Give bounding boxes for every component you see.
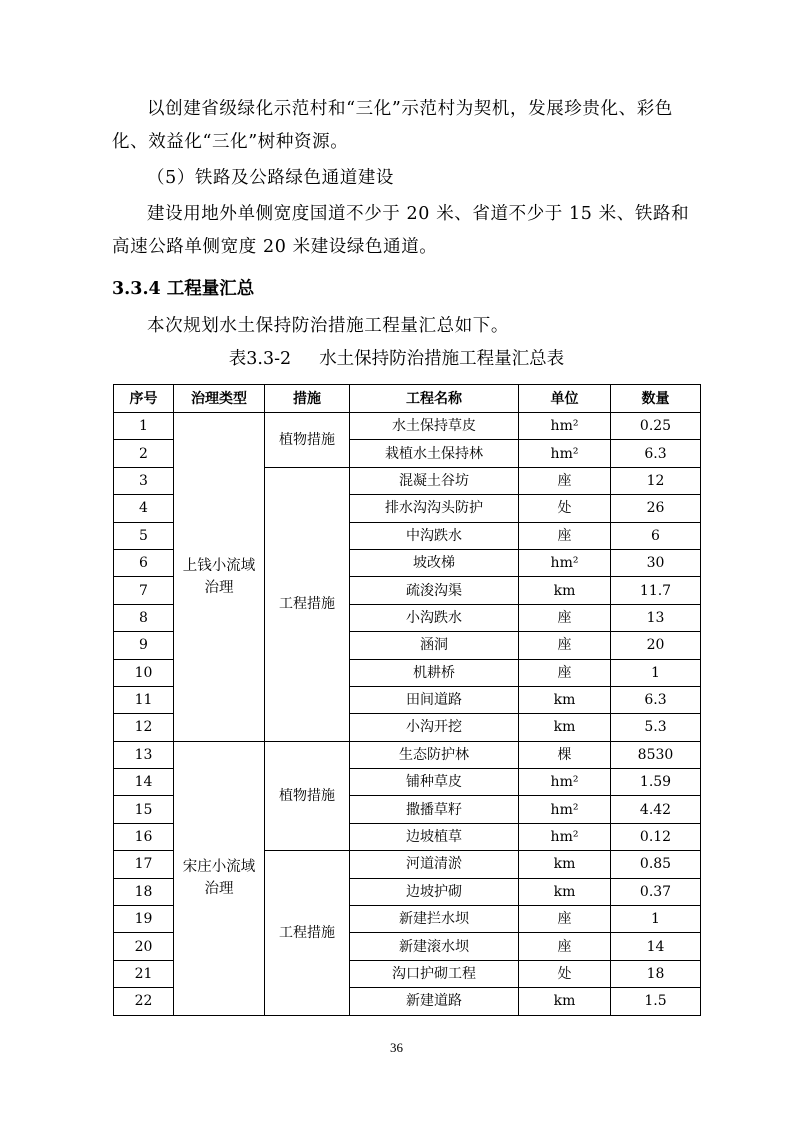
cell-seq: 3 xyxy=(114,467,174,494)
cell-seq: 9 xyxy=(114,632,174,659)
cell-unit: 座 xyxy=(519,467,611,494)
cell-name: 田间道路 xyxy=(350,686,519,713)
cell-seq: 1 xyxy=(114,413,174,440)
cell-name: 小沟跌水 xyxy=(350,604,519,631)
cell-name: 机耕桥 xyxy=(350,659,519,686)
cell-unit: 座 xyxy=(519,659,611,686)
cell-unit: hm² xyxy=(519,823,611,850)
cell-unit: km xyxy=(519,878,611,905)
page-number: 36 xyxy=(390,1040,403,1055)
cell-quantity: 4.42 xyxy=(611,796,701,823)
cell-measure: 工程措施 xyxy=(265,467,350,741)
cell-quantity: 18 xyxy=(611,960,701,987)
cell-seq: 12 xyxy=(114,714,174,741)
area-label-line2: 治理 xyxy=(204,579,234,596)
cell-unit: 棵 xyxy=(519,741,611,768)
cell-quantity: 1 xyxy=(611,659,701,686)
cell-quantity: 30 xyxy=(611,549,701,576)
cell-seq: 6 xyxy=(114,549,174,576)
area-label-line2: 治理 xyxy=(204,881,234,898)
header-unit: 单位 xyxy=(519,385,611,413)
cell-unit: km xyxy=(519,577,611,604)
cell-area-type xyxy=(174,741,265,1015)
cell-name: 新建滚水坝 xyxy=(350,933,519,960)
cell-name: 沟口护砌工程 xyxy=(350,960,519,987)
cell-name: 生态防护林 xyxy=(350,741,519,768)
paragraph-line: 建设用地外单侧宽度国道不少于 20 米、省道不少于 15 米、铁路和 xyxy=(147,204,690,224)
cell-quantity: 20 xyxy=(611,632,701,659)
cell-quantity: 1.5 xyxy=(611,988,701,1015)
area-label-line1: 上钱小流域 xyxy=(182,557,256,574)
cell-name: 水土保持草皮 xyxy=(350,413,519,440)
header-name: 工程名称 xyxy=(350,385,519,413)
cell-seq: 19 xyxy=(114,906,174,933)
cell-unit: hm² xyxy=(519,549,611,576)
cell-seq: 16 xyxy=(114,823,174,850)
cell-seq: 7 xyxy=(114,577,174,604)
cell-unit: 座 xyxy=(519,522,611,549)
cell-area-type xyxy=(174,413,265,742)
paragraph-line: 以创建省级绿化示范村和“三化”示范村为契机，发展珍贵化、彩色 xyxy=(147,99,673,119)
cell-seq: 4 xyxy=(114,495,174,522)
area-label-line1: 宋庄小流域 xyxy=(182,859,256,876)
cell-name: 坡改梯 xyxy=(350,549,519,576)
cell-seq: 8 xyxy=(114,604,174,631)
cell-measure: 植物措施 xyxy=(265,741,350,851)
table-row xyxy=(114,741,701,768)
cell-name: 边坡植草 xyxy=(350,823,519,850)
section-intro: 本次规划水土保持防治措施工程量汇总如下。 xyxy=(147,316,509,336)
table-caption-title: 水土保持防治措施工程量汇总表 xyxy=(319,349,565,369)
list-item-heading: （5）铁路及公路绿色通道建设 xyxy=(147,168,395,188)
cell-name: 涵洞 xyxy=(350,632,519,659)
cell-seq: 20 xyxy=(114,933,174,960)
cell-name: 排水沟沟头防护 xyxy=(350,495,519,522)
header-quantity: 数量 xyxy=(611,385,701,413)
cell-quantity: 12 xyxy=(611,467,701,494)
cell-unit: km xyxy=(519,686,611,713)
header-area-type: 治理类型 xyxy=(174,385,265,413)
cell-name: 河道清淤 xyxy=(350,851,519,878)
cell-seq: 14 xyxy=(114,769,174,796)
summary-table xyxy=(113,384,701,1016)
cell-unit: 座 xyxy=(519,933,611,960)
cell-unit: 处 xyxy=(519,495,611,522)
cell-measure: 植物措施 xyxy=(265,413,350,468)
cell-seq: 10 xyxy=(114,659,174,686)
cell-unit: hm² xyxy=(519,440,611,467)
cell-unit: km xyxy=(519,988,611,1015)
cell-name: 铺种草皮 xyxy=(350,769,519,796)
cell-quantity: 0.12 xyxy=(611,823,701,850)
cell-quantity: 0.37 xyxy=(611,878,701,905)
cell-quantity: 1 xyxy=(611,906,701,933)
cell-quantity: 8530 xyxy=(611,741,701,768)
cell-name: 混凝土谷坊 xyxy=(350,467,519,494)
cell-quantity: 5.3 xyxy=(611,714,701,741)
cell-quantity: 13 xyxy=(611,604,701,631)
cell-name: 疏浚沟渠 xyxy=(350,577,519,604)
cell-name: 中沟跌水 xyxy=(350,522,519,549)
cell-measure: 工程措施 xyxy=(265,851,350,1015)
table-row xyxy=(114,413,701,440)
paragraph-line: 高速公路单侧宽度 20 米建设绿色通道。 xyxy=(112,237,438,257)
header-measure: 措施 xyxy=(265,385,350,413)
cell-unit: 座 xyxy=(519,632,611,659)
cell-seq: 5 xyxy=(114,522,174,549)
cell-name: 栽植水土保持林 xyxy=(350,440,519,467)
cell-unit: km xyxy=(519,851,611,878)
cell-name: 新建道路 xyxy=(350,988,519,1015)
cell-unit: hm² xyxy=(519,413,611,440)
cell-quantity: 1.59 xyxy=(611,769,701,796)
cell-name: 撒播草籽 xyxy=(350,796,519,823)
cell-seq: 21 xyxy=(114,960,174,987)
cell-quantity: 26 xyxy=(611,495,701,522)
table-caption xyxy=(0,347,793,371)
header-seq: 序号 xyxy=(114,385,174,413)
cell-quantity: 6.3 xyxy=(611,440,701,467)
cell-unit: hm² xyxy=(519,796,611,823)
cell-quantity: 11.7 xyxy=(611,577,701,604)
cell-seq: 17 xyxy=(114,851,174,878)
cell-unit: km xyxy=(519,714,611,741)
cell-name: 边坡护砌 xyxy=(350,878,519,905)
cell-unit: 处 xyxy=(519,960,611,987)
cell-quantity: 6.3 xyxy=(611,686,701,713)
paragraph-line: 化、效益化“三化”树种资源。 xyxy=(112,132,349,152)
cell-quantity: 0.85 xyxy=(611,851,701,878)
section-heading: 3.3.4 工程量汇总 xyxy=(112,279,255,299)
cell-quantity: 0.25 xyxy=(611,413,701,440)
cell-seq: 18 xyxy=(114,878,174,905)
cell-seq: 11 xyxy=(114,686,174,713)
cell-name: 新建拦水坝 xyxy=(350,906,519,933)
cell-unit: 座 xyxy=(519,604,611,631)
cell-unit: hm² xyxy=(519,769,611,796)
cell-seq: 15 xyxy=(114,796,174,823)
cell-seq: 13 xyxy=(114,741,174,768)
cell-name: 小沟开挖 xyxy=(350,714,519,741)
cell-quantity: 14 xyxy=(611,933,701,960)
cell-quantity: 6 xyxy=(611,522,701,549)
cell-unit: 座 xyxy=(519,906,611,933)
table-header-row xyxy=(114,385,701,413)
cell-seq: 22 xyxy=(114,988,174,1015)
table-caption-number: 表3.3-2 xyxy=(228,349,292,369)
cell-seq: 2 xyxy=(114,440,174,467)
